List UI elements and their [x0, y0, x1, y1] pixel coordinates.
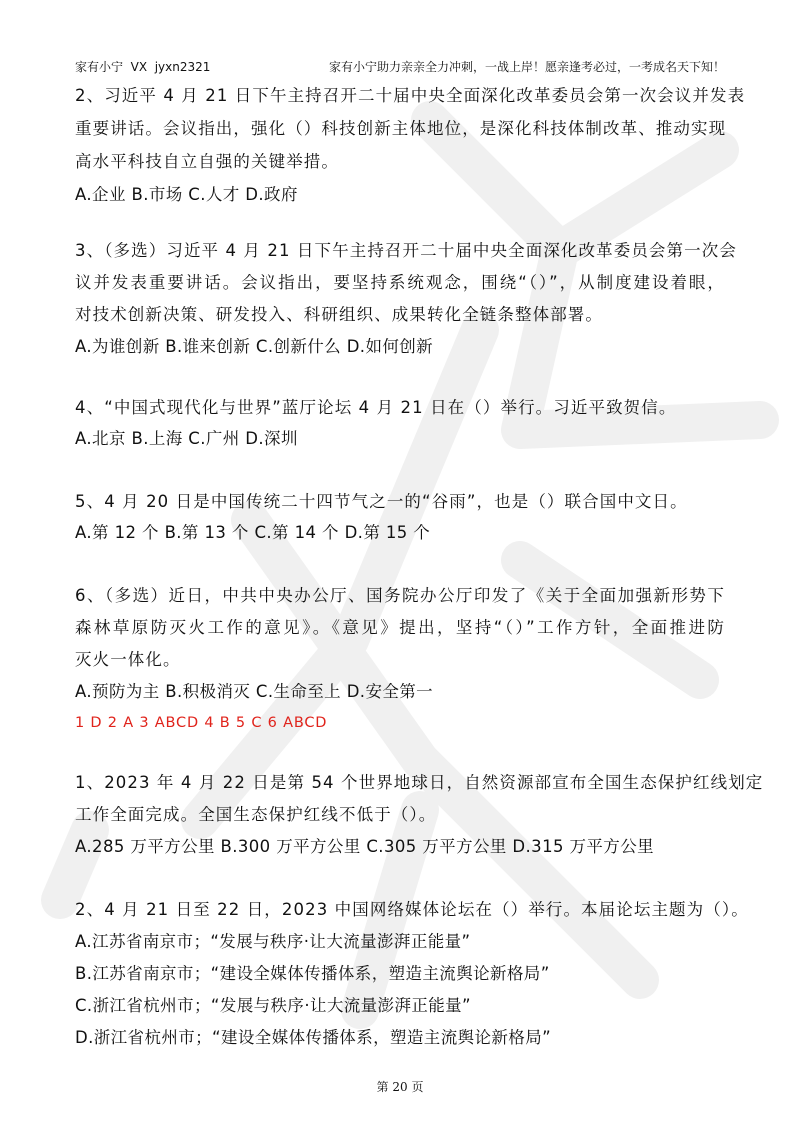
- question-b2-option-d: D.浙江省杭州市；“建设全媒体传播体系，塑造主流舆论新格局”: [75, 1028, 552, 1047]
- question-b1-line-1: 1、2023 年 4 月 22 日是第 54 个世界地球日，自然资源部宣布全国生态保护红线划定: [75, 773, 764, 792]
- question-b2-option-a: A.江苏省南京市；“发展与秩序·让大流量澎湃正能量”: [75, 932, 471, 951]
- question-b2-option-c: C.浙江省杭州市；“发展与秩序·让大流量澎湃正能量”: [75, 996, 472, 1015]
- header-right: 家有小宁助力亲亲全力冲刺，一战上岸！愿亲逢考必过，一考成名天下知！: [328, 60, 725, 74]
- page-number: 第 20 页: [376, 1080, 424, 1094]
- question-2-line-2: 重要讲话。会议指出，强化（）科技创新主体地位，是深化科技体制改革、推动实现: [75, 119, 727, 138]
- question-6-options: A.预防为主 B.积极消灭 C.生命至上 D.安全第一: [75, 682, 434, 701]
- question-4-options: A.北京 B.上海 C.广州 D.深圳: [75, 429, 298, 448]
- question-3-line-1: 3、（多选）习近平 4 月 21 日下午主持召开二十届中央全面深化改革委员会第一次会: [75, 241, 737, 260]
- question-b2-option-b: B.江苏省南京市；“建设全媒体传播体系，塑造主流舆论新格局”: [75, 964, 550, 983]
- page-header: [75, 58, 725, 78]
- question-2-line-1: 2、习近平 4 月 21 日下午主持召开二十届中央全面深化改革委员会第一次会议并发表: [75, 86, 746, 105]
- question-6-line-1: 6、（多选）近日，中共中央办公厅、国务院办公厅印发了《关于全面加强新形势下: [75, 586, 725, 605]
- question-5-line-1: 5、4 月 20 日是中国传统二十四节气之一的“谷雨”，也是（）联合国中文日。: [75, 492, 688, 511]
- question-2-options: A.企业 B.市场 C.人才 D.政府: [75, 185, 298, 204]
- question-3-line-3: 对技术创新决策、研发投入、科研组织、成果转化全链条整体部署。: [75, 305, 603, 324]
- question-3-options: A.为谁创新 B.谁来创新 C.创新什么 D.如何创新: [75, 337, 434, 356]
- question-3-line-2: 议并发表重要讲话。会议指出，要坚持系统观念，围绕“（）”，从制度建设着眼，: [75, 273, 725, 292]
- question-5-options: A.第 12 个 B.第 13 个 C.第 14 个 D.第 15 个: [75, 523, 431, 542]
- question-6-line-2: 森林草原防灭火工作的意见》。《意见》提出，坚持“（）”工作方针，全面推进防: [75, 618, 725, 637]
- question-4-line-1: 4、“中国式现代化与世界”蓝厅论坛 4 月 21 日在（）举行。习近平致贺信。: [75, 398, 677, 417]
- question-b1-line-2: 工作全面完成。全国生态保护红线不低于（）。: [75, 805, 437, 824]
- header-left: 家有小宁 VX jyxn2321: [75, 60, 211, 74]
- question-2-line-3: 高水平科技自立自强的关键举措。: [75, 152, 339, 171]
- question-b1-options: A.285 万平方公里 B.300 万平方公里 C.305 万平方公里 D.315 万平方公里: [75, 837, 655, 856]
- question-6-line-3: 灭火一体化。: [75, 650, 181, 669]
- question-b2-line-1: 2、4 月 21 日至 22 日，2023 中国网络媒体论坛在（）举行。本届论坛主题为（）。: [75, 900, 749, 919]
- answer-key: 1 D 2 A 3 ABCD 4 B 5 C 6 ABCD: [75, 715, 328, 731]
